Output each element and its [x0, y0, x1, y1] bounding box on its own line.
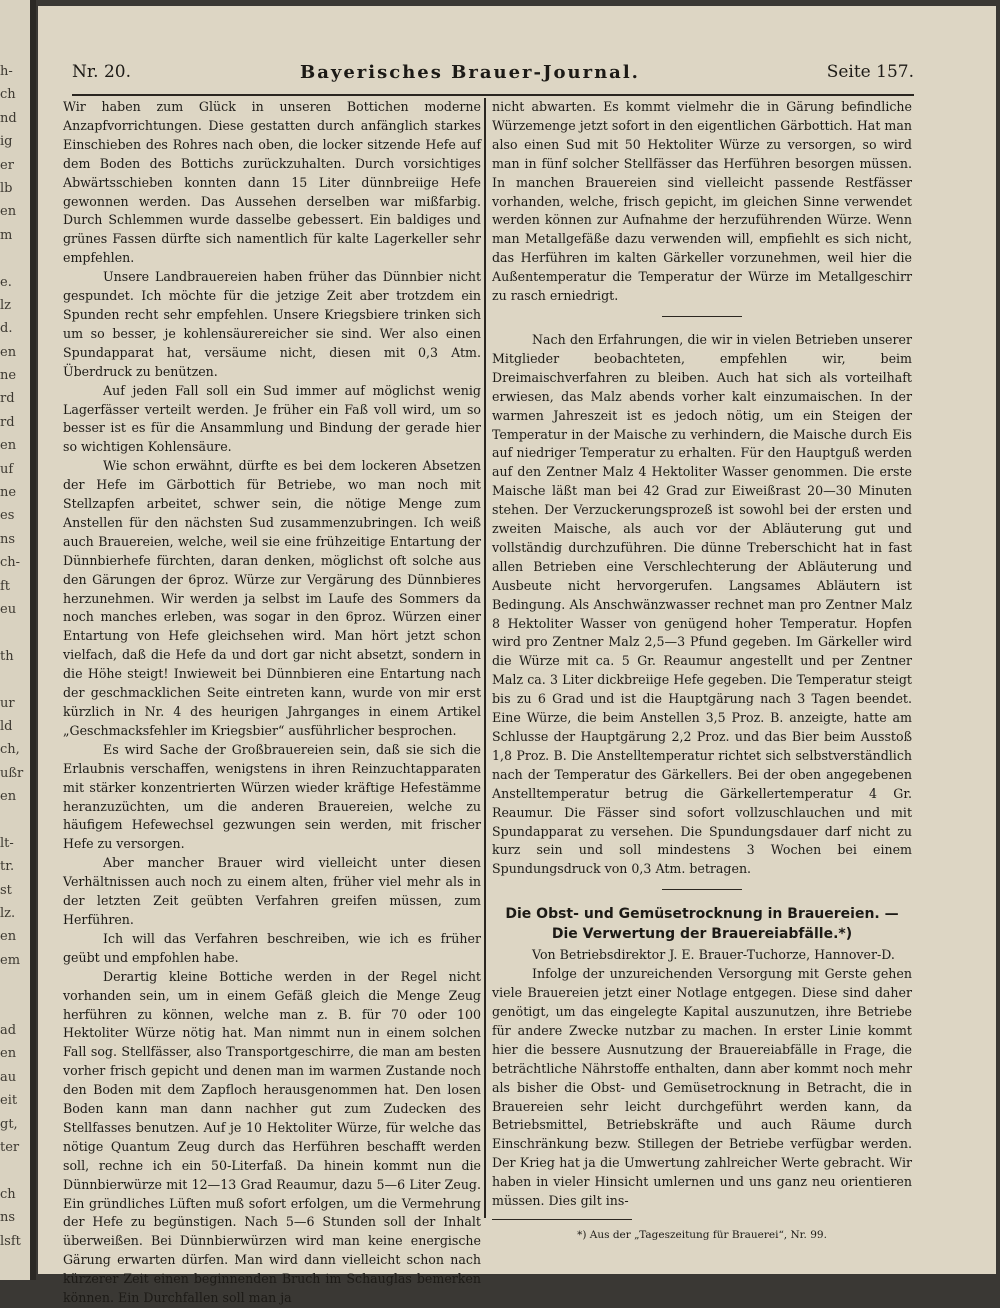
facing-page-fragment: tr.: [0, 859, 15, 875]
paragraph: Nach den Erfahrungen, die wir in vielen Betrieben unserer Mitglieder beobachteten, empfehlen wir, beim Dreimaischverfahren zu bleiben. Auch hat sich als vorteilhaft erwiesen, das Malz abends vorher kalt einzumaischen. In der warmen Jahreszeit ist es jedoch nötig, um ein Steigen der Temperatur in der Maische zu verhindern, die Maische durch Eis auf niedriger Temperatur zu erhalten. Für den Hauptguß werden auf den Zentner Malz 4 Hektoliter Wasser genommen. Die erste Maische läßt man bei 42 Grad zur Eiweißrast 20—30 Minuten stehen. Der Verzuckerungsprozeß ist sowohl bei der ersten und zweiten Maische, als auch vor der Abläuterung gut und vollständig durchzuführen. Die dünne Treberschicht hat in fast allen Betrieben eine Verschlechterung der Abläuterung und Ausbeute nicht hervorgerufen. Langsames Abläutern ist Bedingung. Als Anschwänzwasser rechnet man pro Zentner Malz 8 Hektoliter Wasser von genügend hoher Temperatur. Hopfen wird pro Zentner Malz 2,5—3 Pfund gegeben. Im Gärkeller wird die Würze mit ca. 5 Gr. Reaumur angestellt und per Zentner Malz ca. 3 Liter dickbreiige Hefe gegeben. Die Temperatur steigt bis zu 6 Grad und ist die Hauptgärung nach 3 Tagen beendet. Eine Würze, die beim Anstellen 3,5 Proz. B. anzeigte, hatte am Schlusse der Hauptgärung 2,2 Proz. und das Bier beim Ausstoß 1,8 Proz. B. Die Anstelltemperatur richtet sich selbstverständlich nach der Temperatur des Gärkellers. Bei der oben angegebenen Anstelltemperatur betrug die Gärkellertemperatur 4 Gr. Reaumur. Die Fässer sind sofort vollzuschlauchen und mit Spundapparat zu versehen. Die Spundungsdauer darf nicht zu kurz sein und soll mindestens 3 Wochen bei einem Spundungsdruck von 0,3 Atm. betragen.: [492, 331, 912, 877]
facing-page-fragment: em: [0, 952, 21, 968]
page-header: [72, 62, 914, 88]
facing-page-fragment: m: [0, 227, 13, 243]
facing-page-fragment: ad: [0, 1023, 17, 1039]
facing-page-edge: [0, 0, 36, 1280]
facing-page-fragment: [0, 809, 26, 832]
facing-page-fragment: ig: [0, 134, 13, 150]
facing-page-fragment: [0, 996, 26, 1019]
facing-page-fragment: ur: [0, 695, 15, 711]
facing-page-fragment: [0, 621, 26, 644]
facing-page-fragment: eit: [0, 1093, 18, 1109]
facing-page-fragment: [0, 972, 26, 995]
paragraph: Wie schon erwähnt, dürfte es bei dem lockeren Absetzen der Hefe im Gärbottich für Betriebe, wo man noch mit Stellzapfen arbeitet, schwer sein, die nötige Menge zum Anstellen für den nächsten Sud zusammenzubringen. Ich weiß auch Brauereien, welche, weil sie eine frühzeitige Entartung der Dünnbierhefe fürchten, daran denken, möglichst oft solche aus den Gärungen der 6proz. Würze zur Vergärung des Dünnbieres herzunehmen. Wir werden ja selbst im Laufe des Sommers da noch manches erleben, was sogar in den 6proz. Würzen einer Entartung von Hefe gleichsehen wird. Man hört jetzt schon vielfach, daß die Hefe da und dort gar nicht absetzt, sondern in die Höhe steigt! Inwieweit bei Dünnbieren eine Entartung nach der geschmacklichen Seite eintreten kann, wurde von mir erst kürzlich in Nr. 4 des heurigen Jahrganges in einem Artikel „Geschmacksfehler im Kriegsbier“ ausführlicher besprochen.: [63, 458, 481, 738]
column-divider: [484, 98, 486, 1218]
section-separator: [662, 316, 742, 317]
facing-page-fragment: en: [0, 1046, 17, 1062]
paragraph: Derartig kleine Bottiche werden in der Regel nicht vorhanden sein, um in einem Gefäß gleich die Menge Zeug herführen zu können, welche man z. B. für 70 oder 100 Hektoliter Würze nötig hat. Man nimmt nun in einem solchen Fall sog. Stellfässer, also Transportgeschirre, die man am besten vorher frisch gepicht und denen man im warmen Zustande noch den Boden mit dem Zapfloch herausgenommen hat. Den losen Boden kann man dann nachher gut zum Zudecken des Stellfasses benutzen. Auf je 10 Hektoliter Würze, für welche das nötige Quantum Zeug durch das Herführen beschafft werden soll, rechne ich ein 50-Literfaß. Da hinein kommt nun die Dünnbierwürze mit 12—13 Grad Reaumur, dazu 5—6 Liter Zeug. Ein gründliches Lüften muß sofort erfolgen, um die Vermehrung der Hefe zu begünstigen. Nach 5—6 Stunden soll der Inhalt überweißen. Bei Dünnbierwürzen wird man keine energische Gärung erwarten dürfen. Man wird dann vielleicht schon nach kürzerer Zeit einen beginnenden Bruch im Schauglas bemerken können. Ein Durchfallen soll man ja: [63, 968, 481, 1306]
facing-page-fragment: rd: [0, 414, 15, 430]
facing-page-fragment: lz.: [0, 906, 16, 922]
facing-page-fragment: [0, 1159, 26, 1182]
footnote-rule: [492, 1219, 632, 1220]
facing-page-fragment: lb: [0, 180, 13, 196]
paragraph: Ich will das Verfahren beschreiben, wie ich es früher geübt und empfohlen habe.: [63, 930, 481, 965]
left-column: [63, 98, 481, 1308]
facing-page-fragment: ft: [0, 578, 11, 594]
facing-page-fragment: uf: [0, 461, 14, 477]
facing-page-fragment: ne: [0, 368, 17, 384]
paragraph: Aber mancher Brauer wird vielleicht unter diesen Verhältnissen auch noch zu einem alten, früher viel mehr als in der letzten Zeit geübten Verfahren greifen müssen, zum Herführen.: [63, 855, 481, 927]
paragraph: Es wird Sache der Großbrauereien sein, daß sie sich die Erlaubnis verschaffen, wenigstens in ihren Reinzuchtapparaten mit stärker konzentrierten Würzen wieder kräftige Hefestämme heranzuzüchten, um die anderen Brauereien, welche zu häufigem Hefewechsel gezwungen sein werden, mit frischer Hefe zu versorgen.: [63, 741, 481, 852]
footnote: *) Aus der „Tageszeitung für Brauerei“, Nr. 99.: [577, 1228, 827, 1241]
paragraph: Unsere Landbrauereien haben früher das Dünnbier nicht gespundet. Ich möchte für die jetzige Zeit aber trotzdem ein Spunden recht sehr empfehlen. Unsere Kriegsbiere trinken sich um so besser, je kohlensäurereicher sie sind. Wer also einen Spundapparat hat, versäume nicht, diesen mit 0,3 Atm. Überdruck zu benützen.: [63, 269, 481, 379]
facing-page-fragment: ch,: [0, 742, 20, 758]
facing-page-fragment: e.: [0, 274, 12, 290]
facing-page-fragment: lsft: [0, 1233, 21, 1249]
facing-page-fragment: h-: [0, 64, 13, 79]
header-rule: [72, 94, 914, 96]
facing-page-fragment: ch-: [0, 555, 21, 571]
facing-page-fragment: ch: [0, 87, 16, 103]
article-body: Infolge der unzureichenden Versorgung mit Gerste gehen viele Brauereien jetzt einer Notlage entgegen. Diese sind daher genötigt, um das eingelegte Kapital auszunutzen, ihre Betriebe für andere Zwecke nutzbar zu machen. In erster Linie kommt hier die bessere Ausnutzung der Brauereiabfälle in Frage, die beträchtliche Nährstoffe enthalten, dann aber kommt noch mehr als bisher die Obst- und Gemüsetrocknung in Betracht, die in Brauereien sehr leicht durchgeführt werden kann, da Betriebsmittel, Betriebskräfte und auch Räume durch Einschränkung bezw. Stillegen der Betriebe verfügbar werden. Der Krieg hat ja die Umwertung zahlreicher Werte gebracht. Wir haben in vieler Hinsicht umlernen und uns ganz neu orientieren müssen. Dies gilt ins-: [492, 966, 912, 1209]
facing-page-text-fragments: [0, 60, 26, 1253]
facing-page-fragment: ch: [0, 1186, 16, 1202]
facing-page-fragment: [0, 668, 26, 691]
issue-number: Nr. 20.: [72, 62, 131, 82]
facing-page-fragment: ter: [0, 1139, 20, 1155]
facing-page-fragment: ns: [0, 1210, 16, 1226]
facing-page-fragment: en: [0, 204, 17, 220]
page-number: Seite 157.: [826, 62, 914, 82]
article-title: Die Obst- und Gemüsetrocknung in Brauereien. — Die Verwertung der Brauereiabfälle.*): [505, 906, 899, 943]
facing-page-fragment: th: [0, 648, 14, 664]
facing-page-fragment: ne: [0, 485, 17, 501]
journal-title: Bayerisches Brauer-Journal.: [300, 62, 640, 83]
paragraph: Auf jeden Fall soll ein Sud immer auf möglichst wenig Lagerfässer verteilt werden. Je früher ein Faß voll wird, um so besser ist es für die Ansammlung und Bindung der gerade hier so wichtigen Kohlensäure.: [63, 382, 481, 455]
facing-page-fragment: en: [0, 438, 17, 454]
facing-page-fragment: [0, 247, 26, 270]
facing-page-fragment: ußr: [0, 765, 24, 781]
facing-page-fragment: ns: [0, 531, 16, 547]
facing-page-fragment: er: [0, 157, 14, 173]
paragraph: Wir haben zum Glück in unseren Bottichen moderne Anzapfvorrichtungen. Diese gestatten durch anfänglich starkes Einschieben des Rohres nach oben, die locker sitzende Hefe auf dem Boden des Bottichs zurückzuhalten. Durch vorsichtiges Abwärtsschieben konnten dann 15 Liter dünnbreiige Hefe gewonnen werden. Das Aussehen derselben war mißfarbig. Durch Schlemmen wurde dasselbe gebessert. Ein baldiges und grünes Fassen dürfte sich namentlich für kalte Lagerkeller sehr empfehlen.: [63, 99, 481, 266]
right-column: [492, 98, 912, 1245]
section-separator: [662, 889, 742, 890]
facing-page-fragment: en: [0, 789, 17, 805]
facing-page-fragment: ld: [0, 718, 13, 734]
facing-page-fragment: en: [0, 929, 17, 945]
facing-page-fragment: lz: [0, 297, 12, 313]
facing-page-fragment: st: [0, 882, 12, 898]
facing-page-fragment: d.: [0, 321, 13, 337]
facing-page-fragment: nd: [0, 110, 17, 126]
article-byline: Von Betriebsdirektor J. E. Brauer-Tuchorze, Hannover-D.: [532, 947, 895, 963]
binding-gutter: [30, 0, 36, 1280]
paragraph: nicht abwarten. Es kommt vielmehr die in Gärung befindliche Würzemenge jetzt sofort in den eigentlichen Gärbottich. Hat man also einen Sud mit 50 Hektoliter Würze zu versorgen, so wird man in fünf solcher Stellfässer das Herführen besorgen müssen. In manchen Brauereien sind vielleicht passende Restfässer vorhanden, welche, frisch gepicht, im gleichen Sinne verwendet werden können zur Aufnahme der herzuführenden Würze. Wenn man Metallgefäße dazu verwenden will, empfiehlt es sich nicht, das Herführen im kalten Gärkeller vorzunehmen, weil hier die Außentemperatur die Temperatur der Würze im Metallgeschirr zu rasch erniedrigt.: [492, 99, 912, 304]
facing-page-fragment: eu: [0, 601, 17, 617]
facing-page-fragment: au: [0, 1069, 17, 1085]
facing-page-fragment: gt,: [0, 1116, 18, 1132]
facing-page-fragment: en: [0, 344, 17, 360]
facing-page-fragment: rd: [0, 391, 15, 407]
facing-page-fragment: lt-: [0, 835, 14, 851]
facing-page-fragment: es: [0, 508, 15, 524]
